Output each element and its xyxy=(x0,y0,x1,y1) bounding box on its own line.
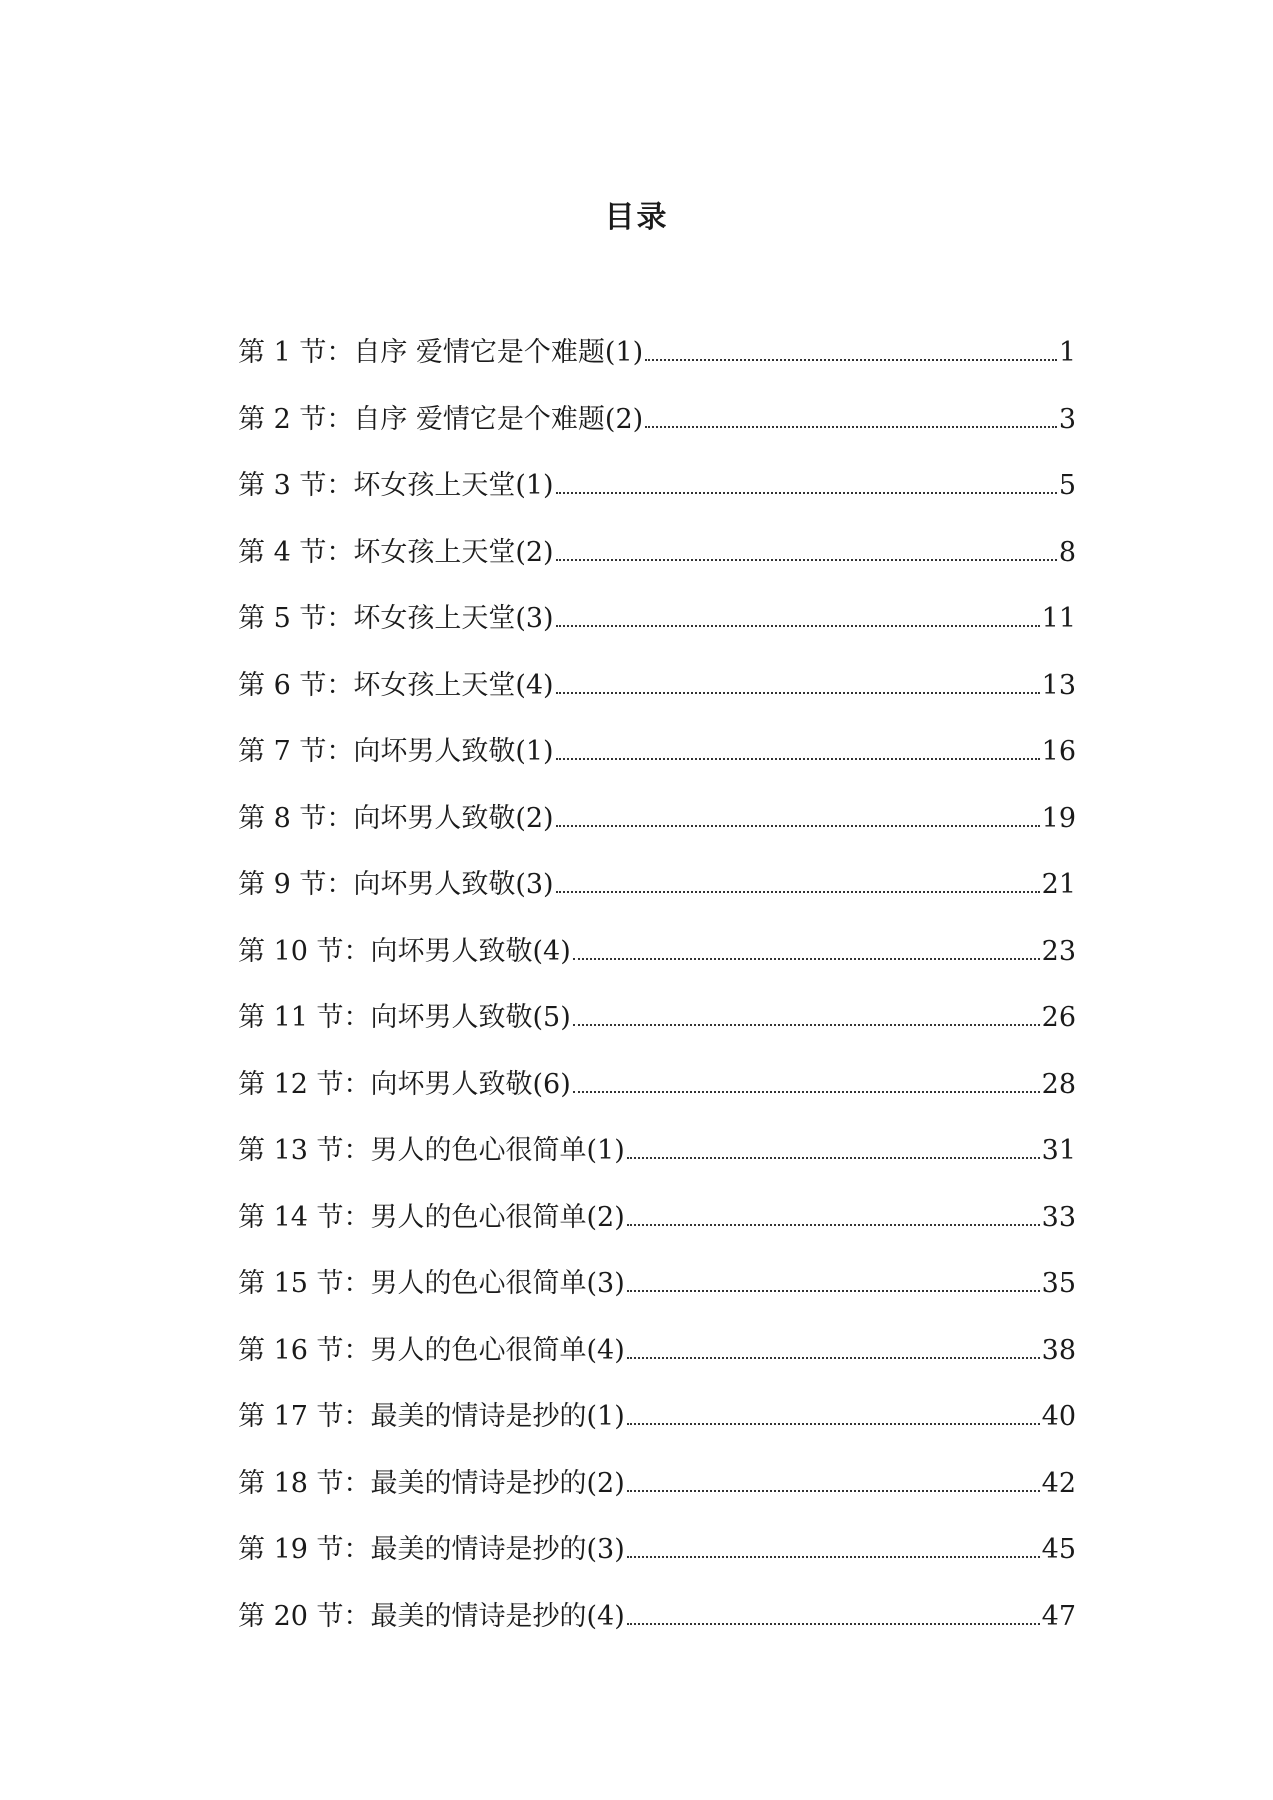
toc-entry-label: 第 14 节：男人的色心很简单(2) xyxy=(238,1201,625,1233)
toc-entry-page: 19 xyxy=(1041,802,1076,834)
dot-leader xyxy=(627,1622,1040,1625)
dot-leader xyxy=(573,957,1040,960)
toc-entry[interactable] xyxy=(238,1395,1076,1462)
toc-entry[interactable] xyxy=(238,664,1076,731)
toc-entry-label: 第 19 节：最美的情诗是抄的(3) xyxy=(238,1534,625,1565)
toc-entry-label: 第 6 节：坏女孩上天堂(4) xyxy=(238,669,554,701)
toc-entry-label: 第 10 节：向坏男人致敬(4) xyxy=(238,935,571,967)
toc-entry-label: 第 15 节：男人的色心很简单(3) xyxy=(238,1268,625,1299)
dot-leader xyxy=(627,1223,1040,1226)
dot-leader xyxy=(627,1489,1040,1492)
toc-entry-page: 40 xyxy=(1041,1401,1076,1432)
toc-entry[interactable] xyxy=(238,1595,1076,1662)
toc-entry-label: 第 18 节：最美的情诗是抄的(2) xyxy=(238,1467,625,1499)
toc-entry-label: 第 5 节：坏女孩上天堂(3) xyxy=(238,603,554,634)
table-of-contents xyxy=(238,331,1076,1661)
toc-entry[interactable] xyxy=(238,1129,1076,1196)
toc-entry-label: 第 1 节：自序 爱情它是个难题(1) xyxy=(238,337,644,368)
toc-entry-page: 21 xyxy=(1041,869,1076,900)
toc-entry-label: 第 8 节：向坏男人致敬(2) xyxy=(238,802,554,834)
dot-leader xyxy=(627,1356,1040,1359)
toc-entry[interactable] xyxy=(238,464,1076,531)
toc-entry-label: 第 16 节：男人的色心很简单(4) xyxy=(238,1334,625,1366)
toc-entry-page: 16 xyxy=(1041,736,1076,767)
toc-entry[interactable] xyxy=(238,331,1076,398)
toc-entry[interactable] xyxy=(238,930,1076,997)
toc-entry[interactable] xyxy=(238,730,1076,797)
toc-entry[interactable] xyxy=(238,1262,1076,1329)
toc-entry-label: 第 9 节：向坏男人致敬(3) xyxy=(238,869,554,900)
dot-leader xyxy=(645,425,1057,428)
dot-leader xyxy=(645,358,1057,361)
toc-entry-page: 38 xyxy=(1041,1334,1076,1366)
dot-leader xyxy=(556,691,1040,694)
toc-entry-label: 第 17 节：最美的情诗是抄的(1) xyxy=(238,1401,625,1432)
dot-leader xyxy=(556,757,1040,760)
dot-leader xyxy=(627,1555,1040,1558)
dot-leader xyxy=(627,1289,1040,1292)
toc-entry[interactable] xyxy=(238,1063,1076,1130)
toc-entry[interactable] xyxy=(238,996,1076,1063)
toc-entry-page: 35 xyxy=(1041,1268,1076,1299)
dot-leader xyxy=(556,558,1057,561)
toc-entry[interactable] xyxy=(238,1329,1076,1396)
toc-entry-page: 47 xyxy=(1041,1600,1076,1632)
toc-entry-page: 45 xyxy=(1041,1534,1076,1565)
dot-leader xyxy=(573,1023,1040,1026)
toc-entry-label: 第 11 节：向坏男人致敬(5) xyxy=(238,1002,571,1033)
toc-entry-page: 1 xyxy=(1058,337,1076,368)
toc-entry-label: 第 20 节：最美的情诗是抄的(4) xyxy=(238,1600,625,1632)
toc-entry[interactable] xyxy=(238,797,1076,864)
toc-entry[interactable] xyxy=(238,531,1076,598)
toc-entry-label: 第 3 节：坏女孩上天堂(1) xyxy=(238,470,554,501)
toc-entry-label: 第 7 节：向坏男人致敬(1) xyxy=(238,736,554,767)
toc-entry-page: 3 xyxy=(1058,403,1076,435)
toc-entry-page: 13 xyxy=(1041,669,1076,701)
dot-leader xyxy=(556,624,1040,627)
toc-entry[interactable] xyxy=(238,1528,1076,1595)
toc-entry-label: 第 2 节：自序 爱情它是个难题(2) xyxy=(238,403,644,435)
toc-entry-page: 8 xyxy=(1058,536,1076,568)
toc-entry[interactable] xyxy=(238,1462,1076,1529)
dot-leader xyxy=(556,491,1057,494)
toc-entry-page: 33 xyxy=(1041,1201,1076,1233)
dot-leader xyxy=(556,890,1040,893)
page-title: 目录 xyxy=(604,200,669,235)
toc-entry-page: 23 xyxy=(1041,935,1076,967)
toc-entry-label: 第 4 节：坏女孩上天堂(2) xyxy=(238,536,554,568)
toc-entry-page: 42 xyxy=(1041,1467,1076,1499)
dot-leader xyxy=(573,1090,1040,1093)
toc-entry-page: 28 xyxy=(1041,1068,1076,1100)
toc-entry-page: 5 xyxy=(1058,470,1076,501)
toc-entry-page: 26 xyxy=(1041,1002,1076,1033)
dot-leader xyxy=(556,824,1040,827)
dot-leader xyxy=(627,1422,1040,1425)
toc-entry-label: 第 13 节：男人的色心很简单(1) xyxy=(238,1135,625,1166)
dot-leader xyxy=(627,1156,1040,1159)
toc-entry-page: 31 xyxy=(1041,1135,1076,1166)
toc-entry[interactable] xyxy=(238,863,1076,930)
toc-entry[interactable] xyxy=(238,398,1076,465)
toc-entry-label: 第 12 节：向坏男人致敬(6) xyxy=(238,1068,571,1100)
toc-entry[interactable] xyxy=(238,1196,1076,1263)
toc-entry-page: 11 xyxy=(1041,603,1076,634)
toc-entry[interactable] xyxy=(238,597,1076,664)
